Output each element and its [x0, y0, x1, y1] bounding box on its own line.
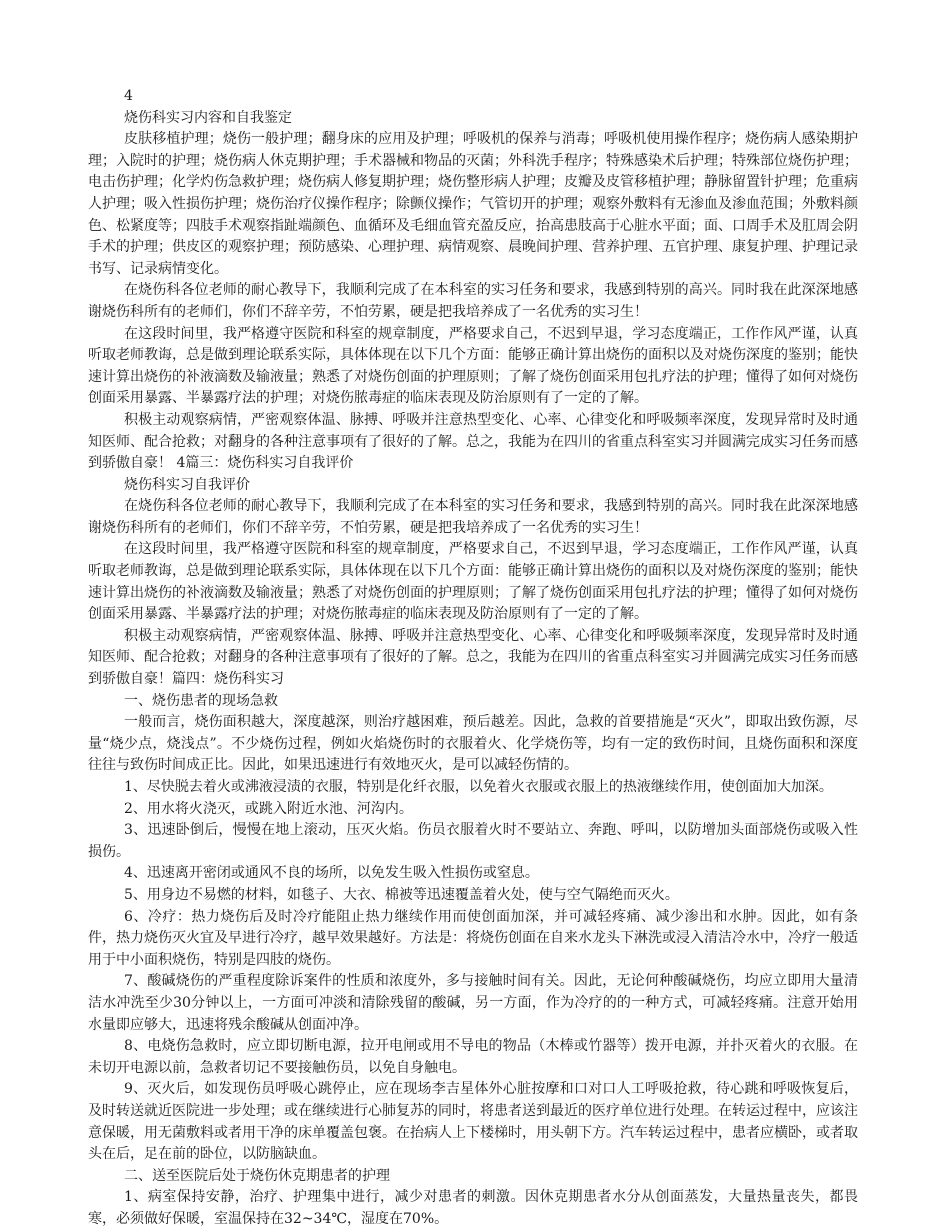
- list-item-9: 9、灭火后，如发现伤员呼吸心跳停止，应在现场李吉星体外心脏按摩和口对口人工呼吸抢救，待心跳和呼吸恢复后，及时转送就近医院进一步处理；或在继续进行心肺复苏的同时，将患者送到最近的医疗单位进行处理。在转运过程中，应该注意保暖，用无菌敷料或者用干净的床单覆盖包褒。在抬病人上下楼梯时，用头朝下方。汽车转运过程中，患者应横卧，或者取头在后，足在前的卧位，以防脑缺血。: [88, 1081, 858, 1163]
- section-title-internship-content: 烧伤科实习内容和自我鉴定: [124, 109, 292, 126]
- page-marker: 4: [124, 88, 133, 104]
- paragraph-thanks-2: 在烧伤科各位老师的耐心教导下，我顺利完成了在本科室的实习任务和要求，我感到特别的高兴。同时我在此深深地感谢烧伤科所有的老师们，你们不辞辛劳，不怕劳累，硬是把我培养成了一名优秀的实习生！: [88, 498, 858, 536]
- paragraph-observation-2: 积极主动观察病情，严密观察体温、脉搏、呼吸并注意热型变化、心率、心律变化和呼吸频率深度，发现异常时及时通知医师、配合抢救；对翻身的各种注意事项有了很好的了解。总之，我能为在四川的省重点科室实习并圆满完成实习任务而感到骄傲自豪！篇四：烧伤科实习: [88, 627, 858, 688]
- list-item-6: 6、冷疗：热力烧伤后及时冷疗能阻止热力继续作用而使创面加深，并可减轻疼痛、减少渗出和水肿。因此，如有条件，热力烧伤灭火宜及早进行冷疗，越早效果越好。方法是：将烧伤创面在自来水龙头下淋洗或浸入清洁冷水中，冷疗一般适用于中小面积烧伤，特别是四肢的烧伤。: [88, 908, 858, 968]
- paragraph-observation: 积极主动观察病情，严密观察体温、脉搏、呼吸并注意热型变化、心率、心律变化和呼吸频率深度，发现异常时及时通知医师、配合抢救；对翻身的各种注意事项有了很好的了解。总之，我能为在四川的省重点科室实习并圆满完成实习任务而感到骄傲自豪！ 4篇三：烧伤科实习自我评价: [88, 411, 858, 472]
- list-item-shock-1: 1、病室保持安静，治疗、护理集中进行，减少对患者的刺激。因休克期患者水分从创面蒸发，大量热量丧失，都畏寒，必须做好保暖，室温保持在32~34℃，湿度在70%。: [88, 1189, 858, 1227]
- paragraph-discipline-2: 在这段时间里，我严格遵守医院和科室的规章制度，严格要求自己，不迟到早退，学习态度端正，工作作风严谨，认真听取老师教诲，总是做到理论联系实际，具体体现在以下几个方面：能够正确计算出烧伤的面积以及对烧伤深度的鉴别；能快速计算出烧伤的补液滴数及输液量；熟悉了对烧伤创面的护理原则；了解了烧伤创面采用包扎疗法的护理；懂得了如何对烧伤创面采用暴露、半暴露疗法的护理；对烧伤脓毒症的临床表现及防治原则有了一定的了解。: [88, 541, 858, 623]
- list-item-1: 1、尽快脱去着火或沸液浸渍的衣服，特别是化纤衣服，以免着火衣服或衣服上的热液继续作用，使创面加大加深。: [124, 779, 833, 795]
- document-body: [88, 86, 858, 1230]
- paragraph-discipline: 在这段时间里，我严格遵守医院和科室的规章制度，严格要求自己，不迟到早退，学习态度端正，工作作风严谨，认真听取老师教诲，总是做到理论联系实际，具体体现在以下几个方面：能够正确计算出烧伤的面积以及对烧伤深度的鉴别；能快速计算出烧伤的补液滴数及输液量；熟悉了对烧伤创面的护理原则；了解了烧伤创面采用包扎疗法的护理；懂得了如何对烧伤创面采用暴露、半暴露疗法的护理；对烧伤脓毒症的临床表现及防治原则有了一定的了解。: [88, 325, 858, 407]
- list-item-4: 4、迅速离开密闭或通风不良的场所，以免发生吸入性损伤或窒息。: [124, 865, 539, 882]
- list-item-7: 7、酸碱烧伤的严重程度除诉案件的性质和浓度外，多与接触时间有关。因此，无论何种酸碱烧伤，均应立即用大量清洁水冲洗至少30分钟以上，一方面可冲淡和清除残留的酸碱，另一方面，作为冷疗的的一种方式，可减轻疼痛。注意开始用水量即应够大，迅速将残余酸碱从创面冲净。: [88, 973, 858, 1033]
- paragraph-nursing-items: 皮肤移植护理；烧伤一般护理；翻身床的应用及护理；呼吸机的保养与消毒；呼吸机使用操作程序；烧伤病人感染期护理；入院时的护理；烧伤病人休克期护理；手术器械和物品的灭菌；外科洗手程序；特殊感染术后护理；特殊部位烧伤护理；电击伤护理；化学灼伤急救护理；烧伤病人修复期护理；烧伤整形病人护理；皮瓣及皮管移植护理；静脉留置针护理；危重病人护理；吸入性损伤护理；烧伤治疗仪操作程序；除颤仪操作；气管切开的护理；观察外敷料有无渗血及渗血范围；外敷料颜色、松紧度等；四肢手术观察指趾端颜色、血循环及毛细血管充盈反应，抬高患肢高于心脏水平面；面、口周手术及肛周会阴手术的护理；供皮区的观察护理；预防感染、心理护理、病情观察、晨晚间护理、营养护理、五官护理、康复护理、护理记录书写、记录病情变化。: [88, 131, 858, 277]
- list-item-8: 8、电烧伤急救时，应立即切断电源，拉开电闸或用不导电的物品（木棒或竹器等）拨开电源，并扑灭着火的衣服。在未切开电源以前，急救者切记不要接触伤员，以免自身触电。: [88, 1038, 858, 1076]
- paragraph-thanks: 在烧伤科各位老师的耐心教导下，我顺利完成了在本科室的实习任务和要求，我感到特别的高兴。同时我在此深深地感谢烧伤科所有的老师们，你们不辞辛劳，不怕劳累，硬是把我培养成了一名优秀的实习生！: [88, 282, 858, 320]
- section-heading-first-aid: 一、烧伤患者的现场急救: [124, 692, 278, 709]
- paragraph-first-aid-intro: 一般而言，烧伤面积越大，深度越深，则治疗越困难，预后越差。因此，急救的首要措施是“灭火”，即取出致伤源，尽量“烧少点，烧浅点”。不少烧伤过程，例如火焰烧伤时的衣服着火、化学烧伤等，均有一定的致伤时间，且烧伤面积和深度往往与致伤时间成正比。因此，如果迅速进行有效地灭火，是可以减轻伤情的。: [88, 714, 858, 774]
- section-title-self-evaluation: 烧伤科实习自我评价: [124, 476, 250, 493]
- section-heading-shock-care: 二、送至医院后处于烧伤休克期患者的护理: [124, 1167, 390, 1184]
- list-item-2: 2、用水将火浇灭，或跳入附近水池、河沟内。: [124, 800, 413, 817]
- list-item-5: 5、用身边不易燃的材料，如毯子、大衣、棉被等迅速覆盖着火处，使与空气隔绝而灭火。: [124, 886, 679, 903]
- list-item-3: 3、迅速卧倒后，慢慢在地上滚动，压灭火焰。伤员衣服着火时不要站立、奔跑、呼叫，以防增加头面部烧伤或吸入性损伤。: [88, 822, 858, 860]
